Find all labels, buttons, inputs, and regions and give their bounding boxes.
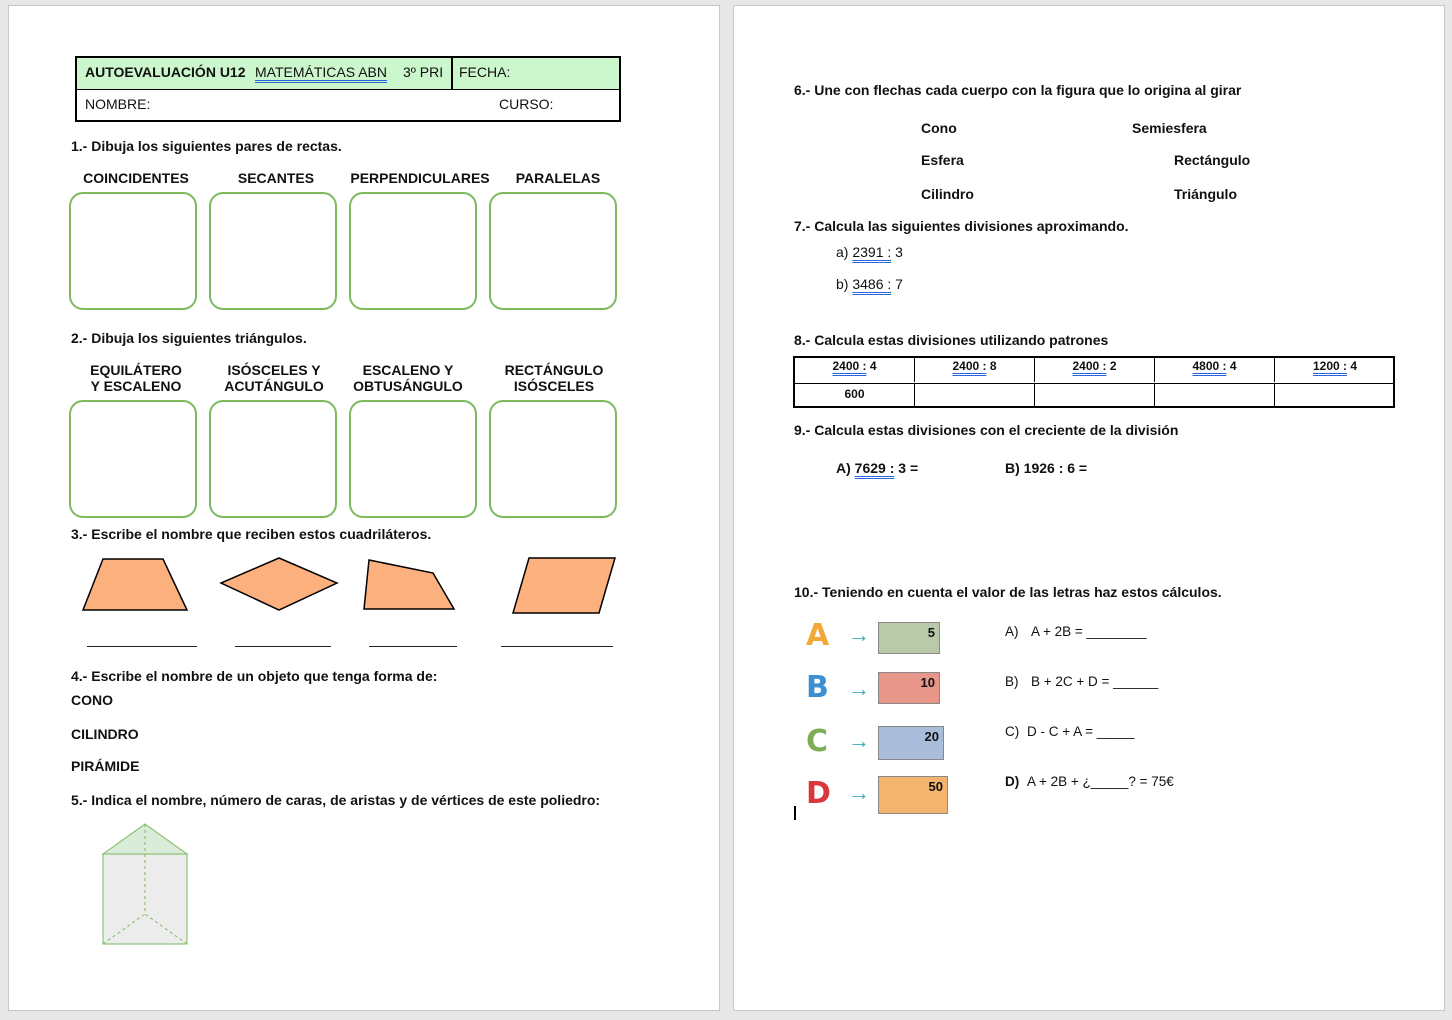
q8-h1-div: 4 bbox=[869, 359, 877, 373]
q2-col-2 bbox=[207, 362, 341, 394]
q10-op-c bbox=[1005, 724, 1134, 739]
q2-drawing-box-1[interactable] bbox=[69, 400, 197, 518]
q3-answer-line-4[interactable] bbox=[501, 646, 613, 647]
q2-drawing-box-2[interactable] bbox=[209, 400, 337, 518]
q2-drawing-box-3[interactable] bbox=[349, 400, 477, 518]
q3-answer-line-1[interactable] bbox=[87, 646, 197, 647]
q2-col-1-line1: EQUILÁTERO bbox=[90, 362, 182, 378]
q2-col-2-line2: ACUTÁNGULO bbox=[224, 378, 324, 394]
q8-header-3 bbox=[1035, 358, 1155, 382]
banknote-50-value: 50 bbox=[928, 779, 943, 794]
q1-drawing-box-3[interactable] bbox=[349, 192, 477, 310]
q10-op-d-expr[interactable]: A + 2B + ¿_____? = 75€ bbox=[1027, 774, 1174, 789]
rhombus-shape bbox=[221, 558, 337, 610]
q7-title: 7.- Calcula las siguientes divisiones aproximando. bbox=[794, 218, 1129, 234]
q2-drawing-box-4[interactable] bbox=[489, 400, 617, 518]
arrow-icon: → bbox=[848, 622, 870, 647]
q3-answer-line-2[interactable] bbox=[235, 646, 331, 647]
q7-b-num: 3486 : bbox=[852, 276, 892, 292]
q4-item-cilindro: CILINDRO bbox=[71, 726, 139, 742]
q8-answer-3[interactable] bbox=[1035, 383, 1155, 407]
q6-right-rectangulo[interactable]: Rectángulo bbox=[1174, 152, 1251, 168]
banknote-20-value: 20 bbox=[924, 729, 939, 744]
q7-a-div: 3 bbox=[895, 244, 903, 260]
banknote-5-value: 5 bbox=[927, 625, 935, 640]
q8-answer-4[interactable] bbox=[1155, 383, 1275, 407]
trapezoid-irregular-shape bbox=[364, 560, 454, 609]
worksheet-page-2 bbox=[733, 5, 1445, 1011]
text-cursor bbox=[794, 806, 796, 820]
letter-a-icon: A bbox=[806, 618, 830, 653]
q9-a-label: A) bbox=[836, 460, 851, 476]
q2-col-4-line2: ISÓSCELES bbox=[513, 378, 595, 394]
q2-col-3-line1: ESCALENO Y bbox=[362, 362, 454, 378]
arrow-icon: → bbox=[848, 780, 870, 805]
q1-col-coincidentes: COINCIDENTES bbox=[83, 170, 189, 186]
q10-op-b-expr[interactable]: B + 2C + D = ______ bbox=[1031, 674, 1159, 689]
q8-h5-div: 4 bbox=[1350, 359, 1358, 373]
q3-answer-line-3[interactable] bbox=[369, 646, 457, 647]
q7-item-a bbox=[836, 244, 903, 260]
q8-h3-div: 2 bbox=[1109, 359, 1117, 373]
parallelogram-shape bbox=[513, 558, 615, 613]
q8-header-1 bbox=[795, 358, 915, 382]
header-curso[interactable]: CURSO: bbox=[499, 96, 554, 112]
q8-title: 8.- Calcula estas divisiones utilizando patrones bbox=[794, 332, 1109, 348]
q7-a-num: 2391 : bbox=[852, 244, 892, 260]
q8-h4-num: 4800 : bbox=[1192, 359, 1227, 373]
q8-answer-5[interactable] bbox=[1275, 383, 1395, 407]
arrow-icon: → bbox=[848, 728, 870, 753]
arrow-icon: → bbox=[848, 676, 870, 701]
q6-left-cono[interactable]: Cono bbox=[921, 120, 957, 136]
q4-item-piramide: PIRÁMIDE bbox=[71, 758, 140, 774]
q1-title: 1.- Dibuja los siguientes pares de rectas. bbox=[71, 138, 342, 154]
q8-h5-num: 1200 : bbox=[1312, 359, 1347, 373]
letter-b-icon: B bbox=[806, 670, 829, 705]
worksheet-page-1 bbox=[8, 5, 720, 1011]
q10-op-d bbox=[1005, 774, 1174, 789]
q7-item-b bbox=[836, 276, 903, 292]
q8-answer-2[interactable] bbox=[915, 383, 1035, 407]
q8-h2-num: 2400 : bbox=[952, 359, 987, 373]
q10-title: 10.- Teniendo en cuenta el valor de las letras haz estos cálculos. bbox=[794, 584, 1222, 600]
q2-col-3-line2: OBTUSÁNGULO bbox=[353, 378, 463, 394]
q10-op-a-label: A) bbox=[1005, 624, 1019, 639]
q9-a-num: 7629 : bbox=[854, 460, 895, 476]
q10-op-d-label: D) bbox=[1005, 774, 1020, 789]
q5-title: 5.- Indica el nombre, número de caras, de aristas y de vértices de este poliedro: bbox=[71, 792, 601, 808]
q8-division-table bbox=[793, 356, 1395, 408]
q10-op-c-expr[interactable]: D - C + A = _____ bbox=[1027, 724, 1135, 739]
q2-title: 2.- Dibuja los siguientes triángulos. bbox=[71, 330, 307, 346]
q9-a-rest: 3 = bbox=[898, 460, 919, 476]
banknote-5-icon bbox=[878, 622, 940, 654]
q9-item-a bbox=[836, 460, 918, 476]
q7-b-div: 7 bbox=[895, 276, 903, 292]
q8-h4-div: 4 bbox=[1229, 359, 1237, 373]
q8-h3-num: 2400 : bbox=[1072, 359, 1107, 373]
q3-quadrilaterals bbox=[69, 552, 669, 616]
header-title: AUTOEVALUACIÓN U12 bbox=[85, 64, 246, 80]
q2-col-4-line1: RECTÁNGULO bbox=[504, 362, 604, 378]
header-fecha[interactable]: FECHA: bbox=[459, 64, 511, 80]
q8-header-2 bbox=[915, 358, 1035, 382]
header-divider bbox=[451, 58, 453, 90]
q9-title: 9.- Calcula estas divisiones con el creciente de la división bbox=[794, 422, 1179, 438]
q9-item-b: B) 1926 : 6 = bbox=[1005, 460, 1088, 476]
triangular-prism-figure bbox=[97, 818, 197, 948]
q1-col-perpendiculares: PERPENDICULARES bbox=[350, 170, 490, 186]
q2-col-2-line1: ISÓSCELES Y bbox=[227, 362, 321, 378]
q10-op-a bbox=[1005, 624, 1147, 639]
q4-title: 4.- Escribe el nombre de un objeto que tenga forma de: bbox=[71, 668, 438, 684]
q7-b-label: b) bbox=[836, 276, 849, 292]
header-table bbox=[75, 56, 621, 122]
q1-drawing-box-2[interactable] bbox=[209, 192, 337, 310]
q8-answer-1[interactable]: 600 bbox=[795, 383, 915, 407]
q2-col-1 bbox=[69, 362, 203, 394]
q10-op-b-label: B) bbox=[1005, 674, 1019, 689]
header-grade: 3º PRI bbox=[403, 64, 444, 80]
q3-title: 3.- Escribe el nombre que reciben estos cuadriláteros. bbox=[71, 526, 432, 542]
letter-d-icon: D bbox=[806, 776, 831, 811]
q8-h2-div: 8 bbox=[989, 359, 997, 373]
letter-c-icon: C bbox=[806, 724, 829, 759]
q10-op-a-expr[interactable]: A + 2B = ________ bbox=[1031, 624, 1147, 639]
q10-op-c-label: C) bbox=[1005, 724, 1020, 739]
banknote-10-icon bbox=[878, 672, 940, 704]
q8-h1-num: 2400 : bbox=[832, 359, 867, 373]
q6-right-triangulo[interactable]: Triángulo bbox=[1174, 186, 1237, 202]
trapezoid-shape bbox=[83, 559, 187, 610]
q1-drawing-box-1[interactable] bbox=[69, 192, 197, 310]
q7-a-label: a) bbox=[836, 244, 849, 260]
q1-drawing-box-4[interactable] bbox=[489, 192, 617, 310]
q2-col-1-line2: Y ESCALENO bbox=[90, 378, 182, 394]
q6-left-esfera[interactable]: Esfera bbox=[921, 152, 964, 168]
banknote-50-icon bbox=[878, 776, 948, 814]
q1-col-paralelas: PARALELAS bbox=[515, 170, 601, 186]
q2-col-4 bbox=[487, 362, 621, 394]
banknote-20-icon bbox=[878, 726, 944, 760]
q8-header-4 bbox=[1155, 358, 1275, 382]
q1-col-secantes: SECANTES bbox=[237, 170, 315, 186]
header-nombre[interactable]: NOMBRE: bbox=[85, 96, 151, 112]
q6-right-semiesfera[interactable]: Semiesfera bbox=[1132, 120, 1207, 136]
q4-item-cono: CONO bbox=[71, 692, 113, 708]
q6-left-cilindro[interactable]: Cilindro bbox=[921, 186, 974, 202]
q6-title: 6.- Une con flechas cada cuerpo con la figura que lo origina al girar bbox=[794, 82, 1242, 98]
q10-op-b bbox=[1005, 674, 1158, 689]
q2-col-3 bbox=[341, 362, 475, 394]
q8-header-5 bbox=[1275, 358, 1395, 382]
banknote-10-value: 10 bbox=[920, 675, 935, 690]
header-subject: MATEMÁTICAS ABN bbox=[255, 64, 387, 80]
